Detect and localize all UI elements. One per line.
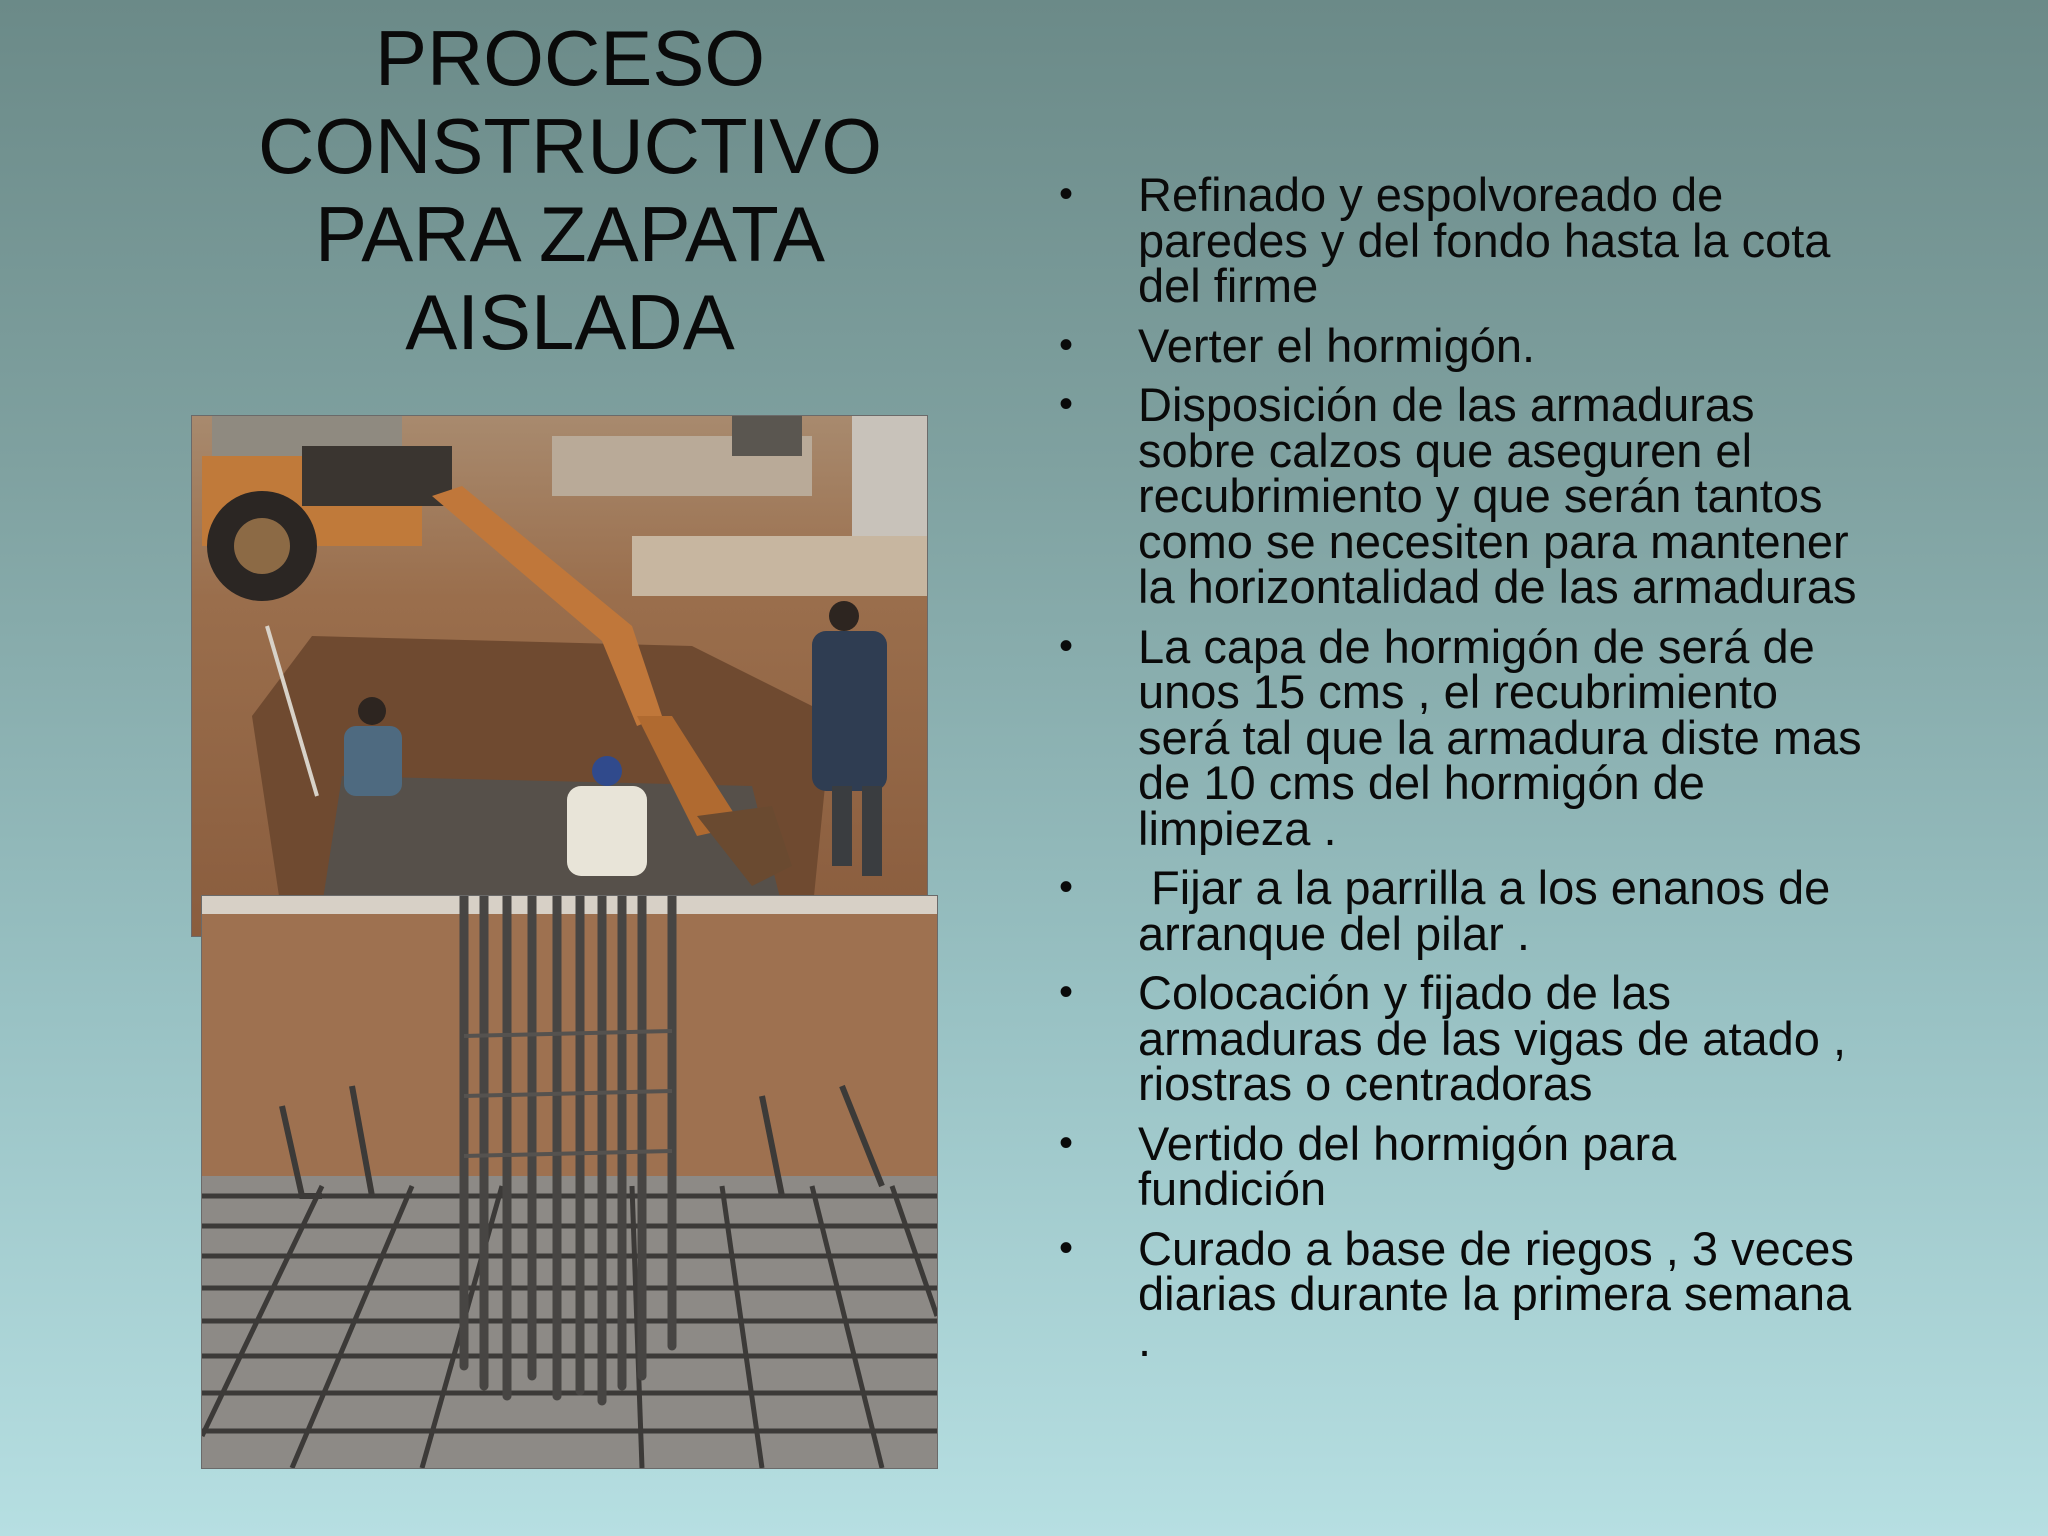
bullet-line: recubrimiento y que serán tantos xyxy=(1138,469,1823,522)
bullet-line: Disposición de las armaduras xyxy=(1138,378,1755,431)
bullet-line: Vertido del hormigón para xyxy=(1138,1116,1677,1170)
bullet-line: de 10 cms del hormigón de xyxy=(1138,756,1705,809)
bullet-line: Colocación y fijado de las xyxy=(1138,966,1671,1019)
slide-title xyxy=(210,14,930,366)
bullet-line: fundición xyxy=(1138,1162,1327,1215)
list-item xyxy=(1055,1116,1995,1215)
bullet-marker: • xyxy=(1059,322,1074,367)
bullet-marker: • xyxy=(1059,1120,1074,1165)
bullet-line: riostras o centradoras xyxy=(1138,1057,1593,1110)
bullet-line: unos 15 cms , el recubrimiento xyxy=(1138,665,1779,718)
list-item xyxy=(1055,168,1995,312)
bullet-marker: • xyxy=(1059,172,1074,216)
bullet-line: la horizontalidad de las armaduras xyxy=(1138,560,1857,613)
list-item xyxy=(1055,1221,1995,1366)
bullet-marker: • xyxy=(1059,970,1074,1014)
title-line: PARA ZAPATA xyxy=(314,190,825,278)
bullet-line: limpieza . xyxy=(1138,801,1337,855)
bullet-marker: • xyxy=(1059,623,1074,668)
excavation-illustration xyxy=(192,416,927,936)
bullet-line: diarias durante la primera semana xyxy=(1138,1267,1852,1320)
bullet-line: arranque del pilar . xyxy=(1138,906,1530,960)
bullet-line: paredes y del fondo hasta la cota xyxy=(1138,213,1831,267)
title-line: PROCESO xyxy=(374,14,766,102)
bullet-marker: • xyxy=(1059,865,1074,909)
bullet-line: Curado a base de riegos , 3 veces xyxy=(1138,1221,1854,1275)
title-line: AISLADA xyxy=(405,278,735,366)
rebar-photo xyxy=(201,895,938,1469)
bullet-line: del firme xyxy=(1138,259,1319,312)
bullet-line: como se necesiten para mantener xyxy=(1138,514,1849,568)
excavation-photo xyxy=(191,415,928,937)
bullet-line: Verter el hormigón. xyxy=(1138,318,1536,372)
list-item xyxy=(1055,318,1995,372)
bullet-line: Refinado y espolvoreado de xyxy=(1138,168,1724,221)
bullet-line: sobre calzos que aseguren el xyxy=(1138,423,1753,477)
list-item xyxy=(1055,619,1995,855)
bullet-line: Fijar a la parrilla a los enanos de xyxy=(1138,861,1831,914)
rebar-illustration xyxy=(202,896,937,1468)
list-item xyxy=(1055,966,1995,1110)
bullet-marker: • xyxy=(1059,1225,1074,1270)
list-item xyxy=(1055,378,1995,613)
bullet-marker: • xyxy=(1059,382,1074,426)
bullet-line: La capa de hormigón de será de xyxy=(1138,619,1815,673)
bullet-line: armaduras de las vigas de atado , xyxy=(1138,1011,1847,1065)
bullet-list xyxy=(1055,168,1995,1376)
list-item xyxy=(1055,861,1995,960)
title-line: CONSTRUCTIVO xyxy=(258,102,882,190)
bullet-line: . xyxy=(1138,1312,1152,1366)
bullet-line: será tal que la armadura diste mas xyxy=(1138,710,1862,764)
